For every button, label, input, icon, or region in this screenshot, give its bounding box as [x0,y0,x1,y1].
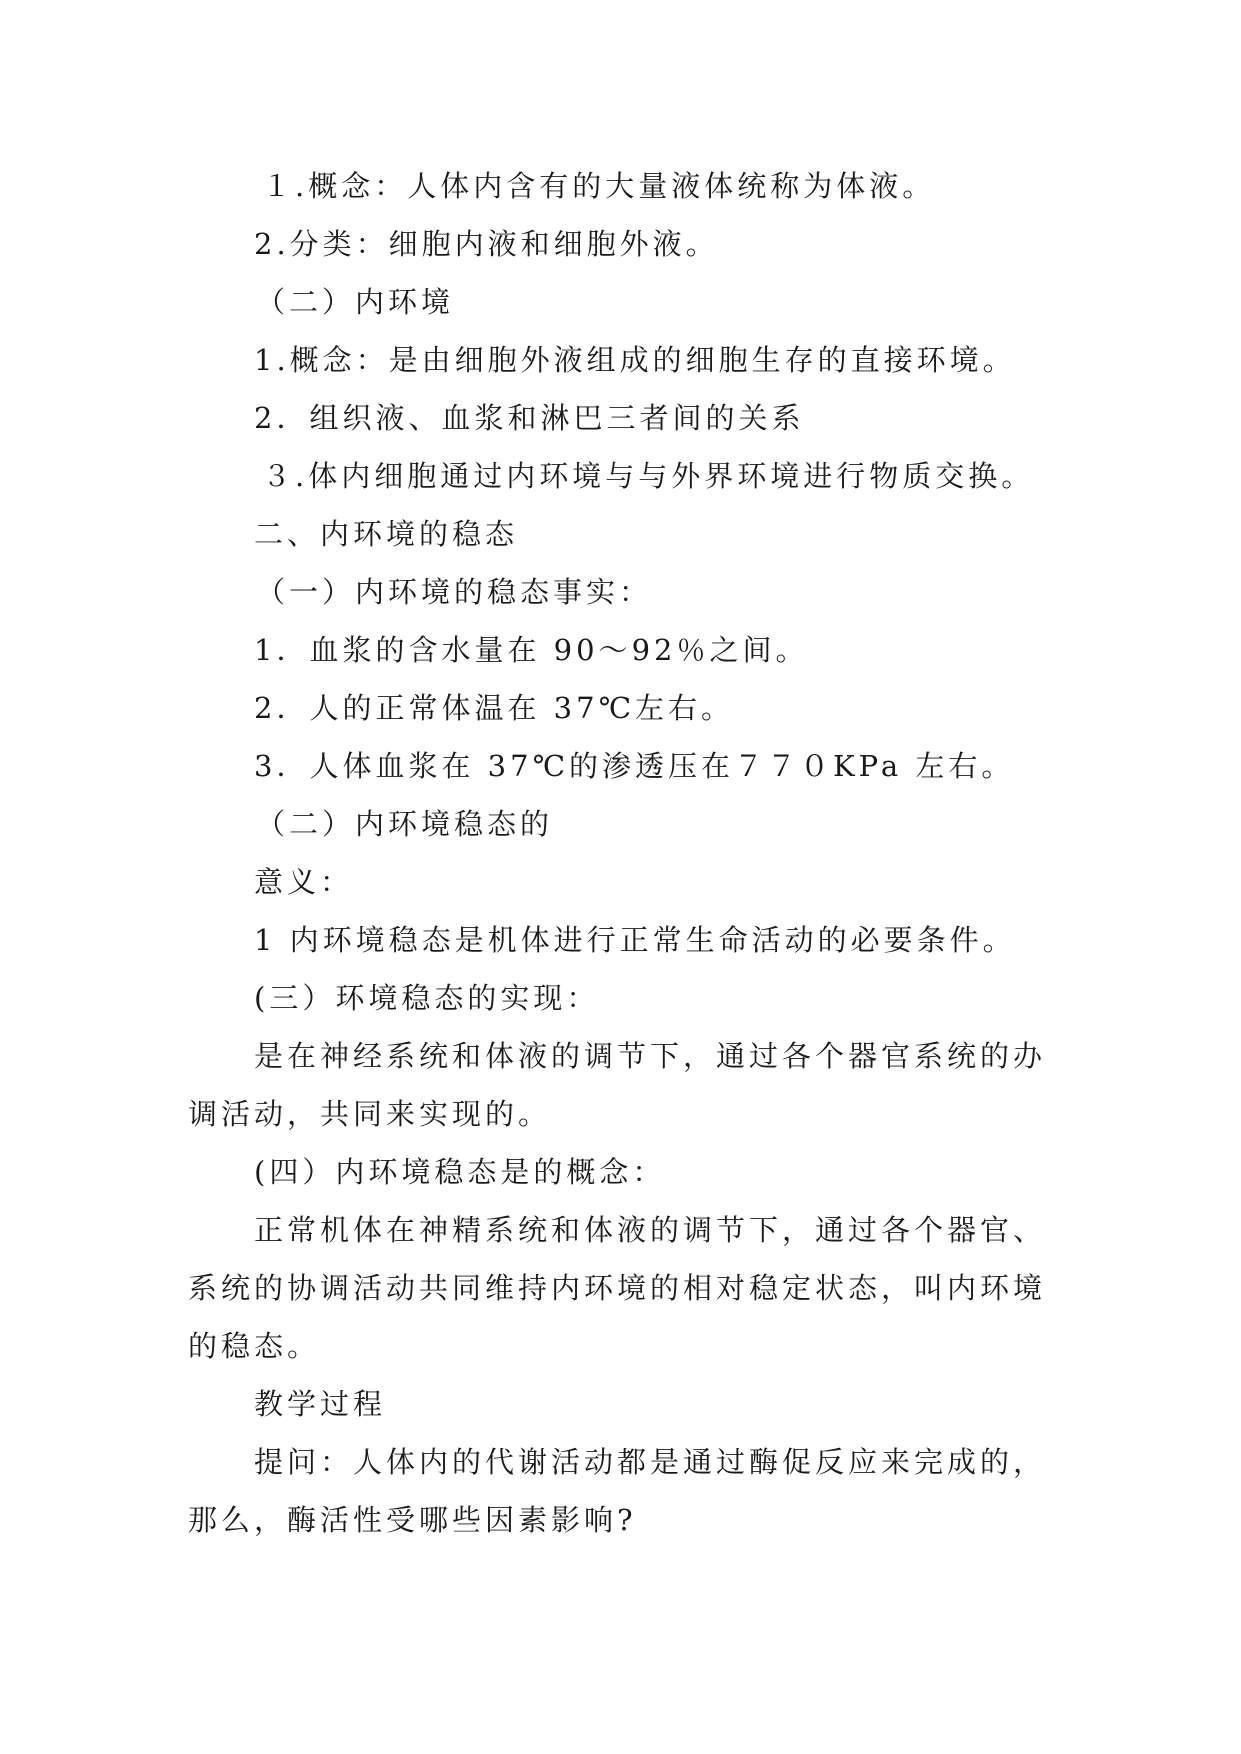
text-line-8: （一）内环境的稳态事实： [256,575,653,609]
text-line-2: 2.分类：细胞内液和细胞外液。 [254,227,719,261]
text-line-3: （二）内环境 [256,285,455,319]
text-line-4: 1.概念：是由细胞外液组成的细胞生存的直接环境。 [254,343,1016,377]
text-line-15: (三）环境稳态的实现： [254,981,600,1015]
text-line-12: （二）内环境稳态的 [256,807,554,841]
text-line-7: 二、内环境的稳态 [254,517,519,551]
text-line-16: 是在神经系统和体液的调节下，通过各个器官系统的办 [254,1039,1047,1073]
text-line-23: 提问：人体内的代谢活动都是通过酶促反应来完成的， [254,1445,1047,1479]
text-line-6: ３.体内细胞通过内环境与与外界环境进行物质交换。 [262,459,1035,493]
text-line-21: 的稳态。 [188,1329,321,1363]
text-line-1: １.概念：人体内含有的大量液体统称为体液。 [262,169,936,203]
text-line-14: 1 内环境稳态是机体进行正常生命活动的必要条件。 [254,923,1016,957]
text-line-24: 那么，酶活性受哪些因素影响? [188,1503,637,1537]
text-line-22: 教学过程 [254,1387,387,1421]
text-line-17: 调活动，共同来实现的。 [188,1097,552,1131]
text-line-19: 正常机体在神精系统和体液的调节下，通过各个器官、 [254,1213,1047,1247]
text-line-9: 1．血浆的含水量在 90～92％之间。 [254,633,809,667]
text-line-20: 系统的协调活动共同维持内环境的相对稳定状态，叫内环境 [188,1271,1047,1305]
text-line-13: 意义： [254,865,354,899]
text-line-10: 2．人的正常体温在 37℃左右。 [254,691,735,725]
text-line-11: 3．人体血浆在 37℃的渗透压在７７０KPa 左右。 [254,749,1015,783]
text-line-5: 2．组织液、血浆和淋巴三者间的关系 [254,401,805,435]
text-line-18: (四）内环境稳态是的概念： [254,1155,666,1189]
